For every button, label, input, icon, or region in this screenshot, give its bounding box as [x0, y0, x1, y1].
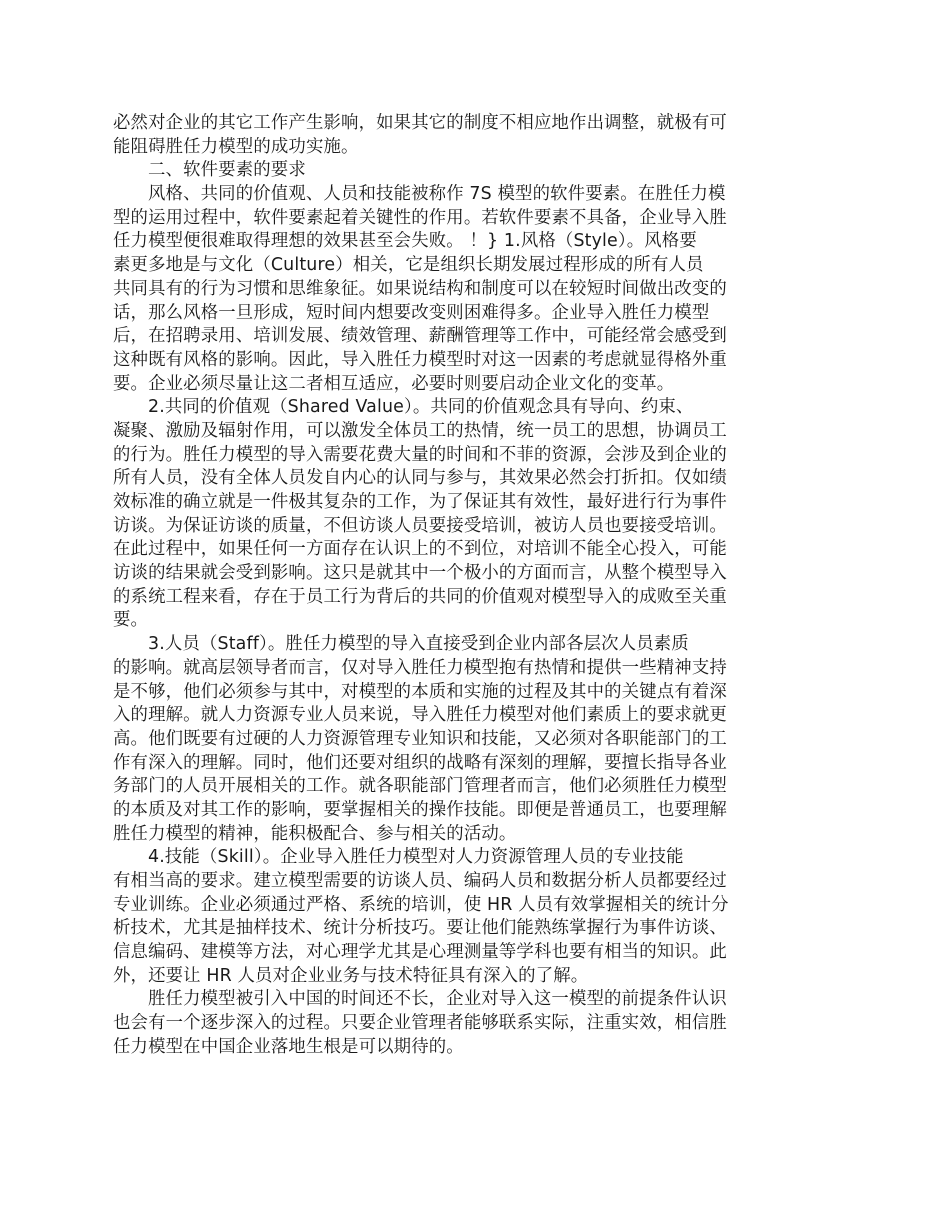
document-page — [113, 112, 768, 1060]
text-line: 型的运用过程中，软件要素起着关键性的作用。若软件要素不具备，企业导入胜 — [113, 207, 727, 228]
text-line: 2.共同的价值观（Shared Value）。共同的价值观念具有导向、约束、 — [148, 397, 694, 418]
text-line: 务部门的人员开展相关的工作。就各职能部门管理者而言，他们必须胜任力模型 — [113, 776, 727, 797]
text-line: 外，还要让 HR 人员对企业业务与技术特征具有深入的了解。 — [113, 965, 589, 986]
text-line: 话，那么风格一旦形成，短时间内想要改变则困难得多。企业导入胜任力模型 — [113, 302, 710, 323]
text-line: 要。 — [113, 610, 149, 631]
text-line: 要。企业必须尽量让这二者相互适应，必要时则要启动企业文化的变革。 — [113, 373, 675, 394]
text-line: 专业训练。企业必须通过严格、系统的培训，使 HR 人员有效掌握相关的统计分 — [113, 894, 729, 915]
text-line: 二、软件要素的要求 — [148, 160, 306, 181]
text-line: 4.技能（Skill）。企业导入胜任力模型对人力资源管理人员的专业技能 — [148, 847, 684, 868]
text-line: 凝聚、激励及辐射作用，可以激发全体员工的热情，统一员工的思想，协调员工 — [113, 420, 727, 441]
text-line: 素更多地是与文化（Culture）相关，它是组织长期发展过程形成的所有人员 — [113, 255, 704, 276]
text-line: 胜任力模型被引入中国的时间还不长，企业对导入这一模型的前提条件认识 — [148, 989, 727, 1010]
text-line: 也会有一个逐步深入的过程。只要企业管理者能够联系实际，注重实效，相信胜 — [113, 1013, 727, 1034]
text-line: 的影响。就高层领导者而言，仅对导入胜任力模型抱有热情和提供一些精神支持 — [113, 657, 727, 678]
text-line: 的本质及对其工作的影响，要掌握相关的操作技能。即便是普通员工，也要理解 — [113, 799, 727, 820]
text-line: 信息编码、建模等方法，对心理学尤其是心理测量等学科也要有相当的知识。此 — [113, 942, 727, 963]
text-line: 的系统工程来看，存在于员工行为背后的共同的价值观对模型导入的成败至关重 — [113, 586, 727, 607]
text-line: 的行为。胜任力模型的导入需要花费大量的时间和不菲的资源，会涉及到企业的 — [113, 444, 727, 465]
text-line: 入的理解。就人力资源专业人员来说，导入胜任力模型对他们素质上的要求就更 — [113, 705, 727, 726]
text-line: 析技术，尤其是抽样技术、统计分析技巧。要让他们能熟练掌握行为事件访谈、 — [113, 918, 727, 939]
text-line: 在此过程中，如果任何一方面存在认识上的不到位，对培训不能全心投入，可能 — [113, 539, 727, 560]
text-line: 风格、共同的价值观、人员和技能被称作 7S 模型的软件要素。在胜任力模 — [148, 184, 726, 205]
text-line: 访谈。为保证访谈的质量，不但访谈人员要接受培训，被访人员也要接受培训。 — [113, 515, 727, 536]
text-line: 能阻碍胜任力模型的成功实施。 — [113, 136, 359, 157]
text-line: 任力模型便很难取得理想的效果甚至会失败。 ！} 1.风格（Style）。风格要 — [113, 231, 697, 252]
text-line: 后，在招聘录用、培训发展、绩效管理、薪酬管理等工作中，可能经常会感受到 — [113, 326, 727, 347]
text-line: 必然对企业的其它工作产生影响，如果其它的制度不相应地作出调整，就极有可 — [113, 113, 727, 133]
text-line: 高。他们既要有过硬的人力资源管理专业知识和技能，又必须对各职能部门的工 — [113, 728, 727, 749]
text-line: 访谈的结果就会受到影响。这只是就其中一个极小的方面而言，从整个模型导入 — [113, 563, 727, 584]
text-line: 作有深入的理解。同时，他们还要对组织的战略有深刻的理解，要擅长指导各业 — [113, 752, 727, 773]
text-line: 3.人员（Staff）。胜任力模型的导入直接受到企业内部各层次人员素质 — [148, 634, 689, 655]
text-line: 任力模型在中国企业落地生根是可以期待的。 — [113, 1036, 464, 1057]
text-line: 这种既有风格的影响。因此，导入胜任力模型时对这一因素的考虑就显得格外重 — [113, 349, 727, 370]
text-line: 效标准的确立就是一件极其复杂的工作，为了保证其有效性，最好进行行为事件 — [113, 492, 727, 512]
text-line: 有相当高的要求。建立模型需要的访谈人员、编码人员和数据分析人员都要经过 — [113, 871, 727, 891]
text-line: 所有人员，没有全体人员发自内心的认同与参与，其效果必然会打折扣。仅如绩 — [113, 468, 727, 489]
text-line: 共同具有的行为习惯和思维象征。如果说结构和制度可以在较短时间做出改变的 — [113, 278, 727, 299]
text-line: 胜任力模型的精神，能积极配合、参与相关的活动。 — [113, 823, 517, 844]
text-line: 是不够，他们必须参与其中，对模型的本质和实施的过程及其中的关键点有着深 — [113, 681, 727, 702]
